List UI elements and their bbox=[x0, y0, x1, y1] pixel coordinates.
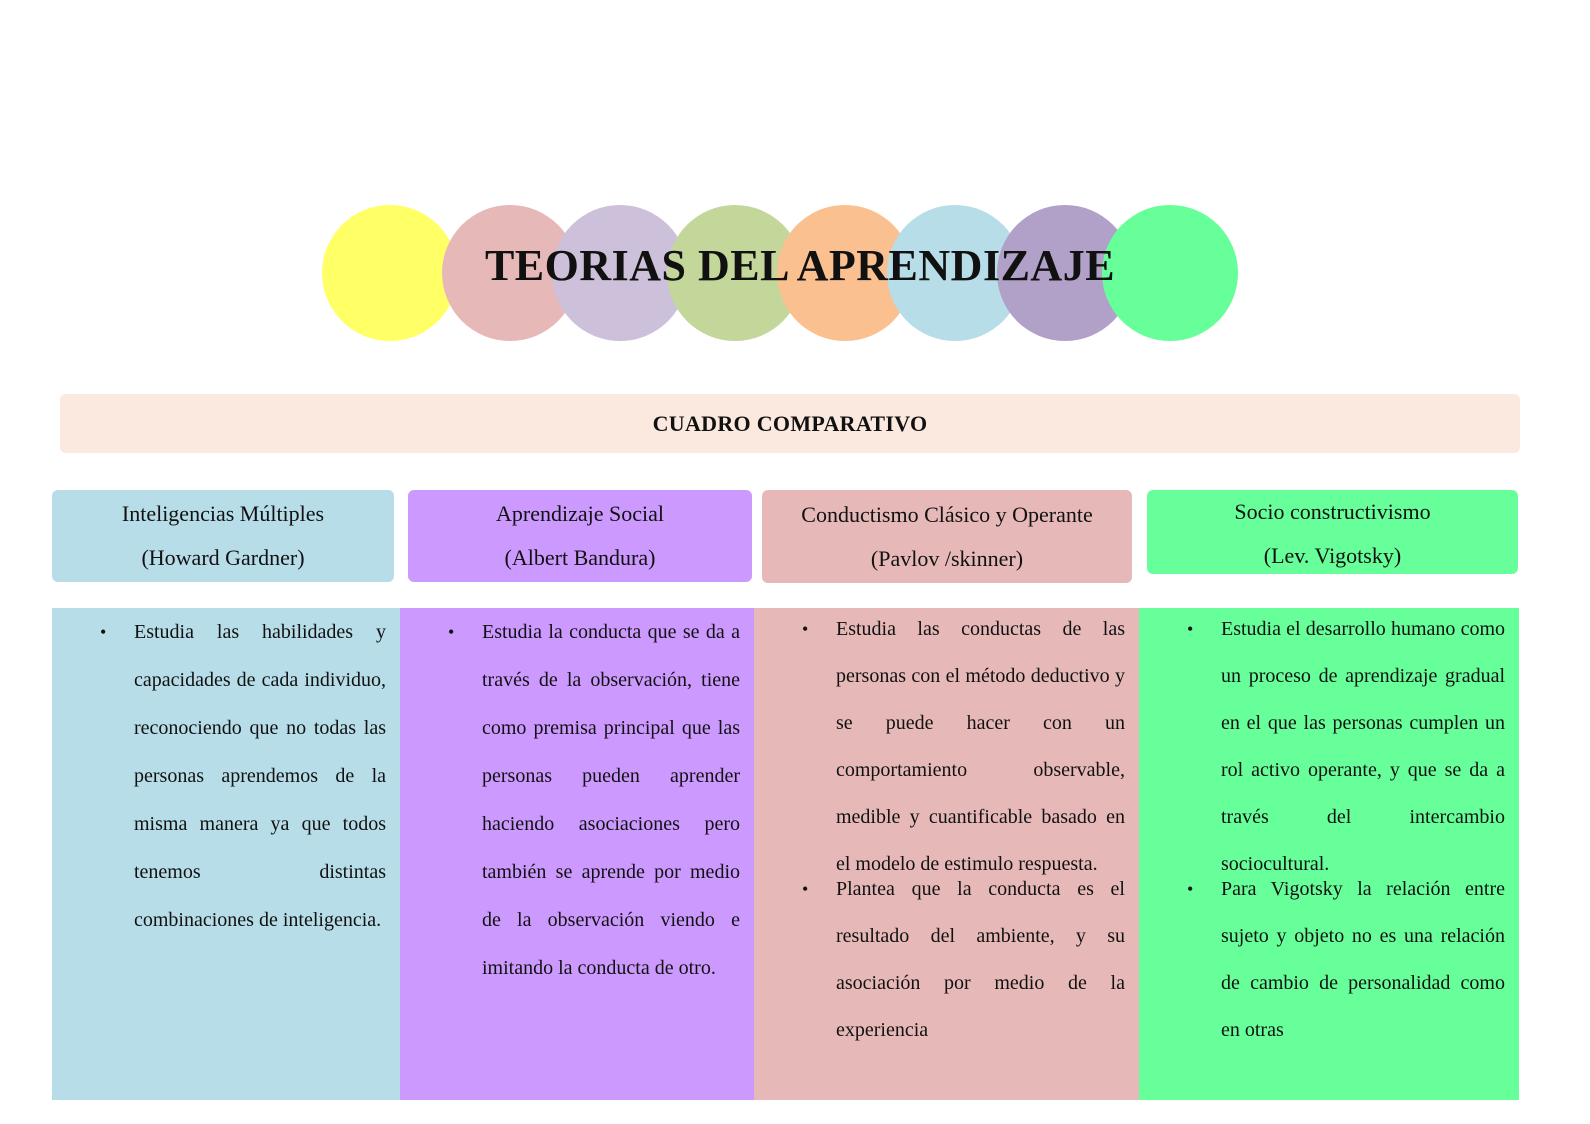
column-author: (Pavlov /skinner) bbox=[870, 546, 1024, 571]
list-item: • Estudia la conducta que se da a través de la observación, tiene como premisa principal que las personas pueden aprender haciendo asociaciones pero también se aprende por medio de la observación viendo e imitando la conducta de otro. bbox=[482, 608, 740, 992]
comparison-banner: CUADRO COMPARATIVO bbox=[60, 394, 1520, 453]
column-header-pavlov bbox=[762, 490, 1132, 583]
bullet-icon: • bbox=[448, 622, 455, 642]
column-heading: Inteligencias Múltiples bbox=[121, 501, 325, 526]
column-heading: Socio constructivismo bbox=[1234, 499, 1431, 524]
column-body-pavlov bbox=[754, 608, 1139, 1100]
column-body-bandura bbox=[400, 608, 754, 1100]
column-author: (Lev. Vigotsky) bbox=[1263, 543, 1402, 568]
list-item: • Plantea que la conducta es el resultado del ambiente, y su asociación por medio de la experiencia bbox=[836, 866, 1125, 1054]
column-header-gardner bbox=[52, 490, 394, 582]
column-header-vigotsky bbox=[1147, 490, 1518, 574]
decorative-circle bbox=[322, 205, 458, 341]
list-item: • Estudia el desarrollo humano como un proceso de aprendizaje gradual en el que las personas cumplen un rol activo operante, y que se da a través del intercambio sociocultural. bbox=[1221, 606, 1505, 888]
list-item: • Para Vigotsky la relación entre sujeto y objeto no es una relación de cambio de personalidad como en otras bbox=[1221, 866, 1505, 1054]
column-body-vigotsky bbox=[1139, 608, 1519, 1100]
column-heading: Conductismo Clásico y Operante bbox=[801, 502, 1093, 527]
column-body-gardner bbox=[52, 608, 400, 1100]
bullet-icon: • bbox=[802, 619, 809, 639]
bullet-icon: • bbox=[802, 879, 809, 899]
column-header-bandura bbox=[408, 490, 752, 582]
page-title: TEORIAS DEL APRENDIZAJE bbox=[484, 241, 1116, 290]
list-item: • Estudia las conductas de las personas con el método deductivo y se puede hacer con un comportamiento observable, medible y cuantificable basado en el modelo de estimulo respuesta. bbox=[836, 606, 1125, 888]
column-author: (Albert Bandura) bbox=[504, 545, 656, 570]
list-item: • Estudia las habilidades y capacidades de cada individuo, reconociendo que no todas las personas aprendemos de la misma manera ya que todos tenemos distintas combinaciones de inteligencia. bbox=[134, 608, 386, 944]
bullet-icon: • bbox=[1187, 879, 1194, 899]
bullet-icon: • bbox=[100, 622, 107, 642]
column-heading: Aprendizaje Social bbox=[496, 501, 664, 526]
bullet-icon: • bbox=[1187, 619, 1194, 639]
column-author: (Howard Gardner) bbox=[141, 545, 305, 570]
